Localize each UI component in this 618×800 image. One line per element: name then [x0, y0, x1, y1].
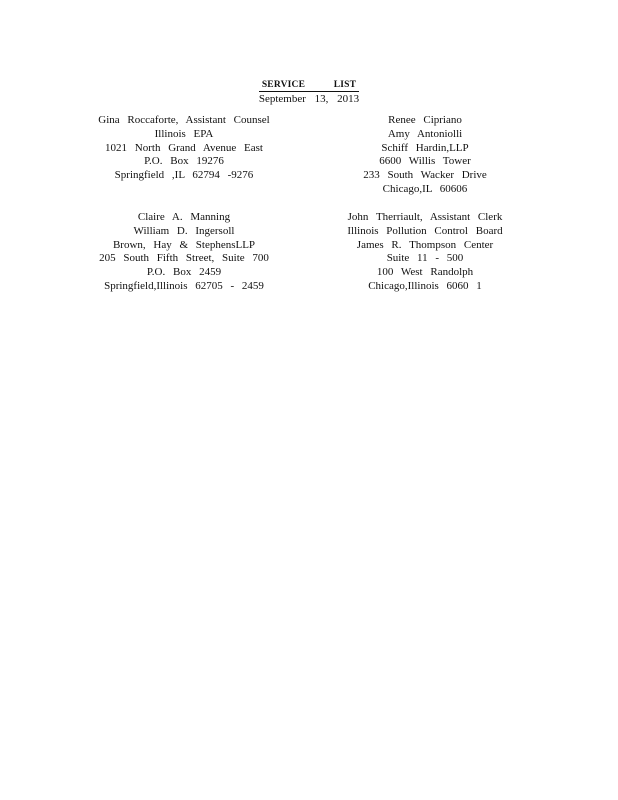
address-line: Schiff Hardin,LLP — [381, 141, 469, 154]
address-line: Springfield ,IL 62794 -9276 — [114, 169, 254, 182]
address-line: Claire A. Manning — [137, 211, 231, 223]
address-line: 100 West Randolph — [376, 266, 474, 279]
address-line: 205 South Fifth Street, Suite 700 — [99, 252, 269, 265]
address-line: William D. Ingersoll — [133, 224, 235, 237]
address-line: Illinois Pollution Control Board — [347, 224, 503, 237]
service-list-header — [209, 74, 409, 106]
address-line: Brown, Hay & StephensLLP — [112, 238, 256, 251]
address-block-pollution-control-board — [305, 211, 545, 294]
address-line: Chicago,IL 60606 — [382, 182, 468, 195]
address-line: John Therriault, Assistant Clerk — [347, 211, 503, 223]
address-line: P.O. Box 19276 — [144, 155, 224, 168]
document-date: September 13, 2013 — [258, 93, 360, 105]
address-block-epa — [64, 114, 304, 183]
address-line: 1021 North Grand Avenue East — [105, 141, 263, 154]
address-line: Springfield,Illinois 62705 - 2459 — [104, 279, 264, 292]
address-line: Renee Cipriano — [388, 114, 462, 126]
address-line: James R. Thompson Center — [356, 238, 494, 251]
document-title: SERVICE LIST — [259, 79, 359, 92]
address-block-brown-hay-stephens — [64, 211, 304, 294]
address-line: Gina Roccaforte, Assistant Counsel — [98, 114, 270, 126]
address-line: Amy Antoniolli — [387, 127, 463, 140]
address-line: 233 South Wacker Drive — [363, 169, 487, 182]
address-line: P.O. Box 2459 — [146, 266, 222, 279]
address-line: Illinois EPA — [154, 127, 214, 140]
address-block-schiff-hardin — [305, 114, 545, 197]
address-line: Chicago,Illinois 6060 1 — [368, 279, 482, 292]
address-line: Suite 11 - 500 — [386, 252, 464, 265]
address-line: 6600 Willis Tower — [379, 155, 471, 168]
